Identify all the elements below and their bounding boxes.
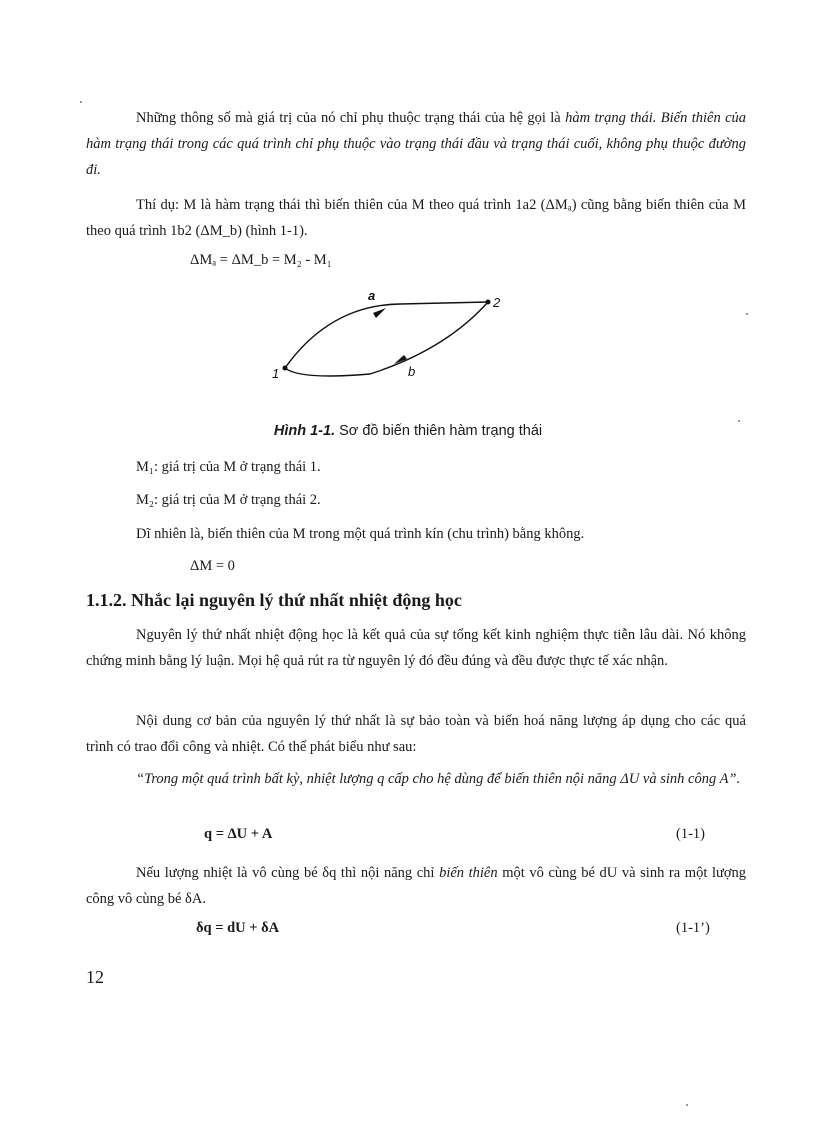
- label-1: 1: [272, 366, 280, 381]
- equation-delta-m: ΔMₐ = ΔM_b = M₂ - M₁: [190, 252, 332, 268]
- paragraph-quote: “Trong một quá trình bất kỳ, nhiệt lượng q cấp cho hệ dùng để biến thiên nội năng ΔU và sinh công A”.: [136, 771, 741, 787]
- paragraph-example: Thí dụ: M là hàm trạng thái thì biến thiên của M theo quá trình 1a2 (ΔMₐ) cũng bằng biến thiên của M theo quá trình 1b2 (ΔM_b) (hình 1-1).: [86, 197, 746, 239]
- scan-speck: [686, 1104, 688, 1106]
- page-number: 12: [86, 967, 104, 987]
- paragraph-m2: M₂: giá trị của M ở trạng thái 2.: [136, 492, 321, 508]
- path-a-curve: [285, 302, 488, 368]
- path-b-curve: [285, 302, 488, 376]
- point-2: [486, 300, 491, 305]
- paragraph-closed-process: Dĩ nhiên là, biến thiên của M trong một quá trình kín (chu trình) bằng không.: [136, 526, 585, 542]
- section-heading: 1.1.2. Nhắc lại nguyên lý thứ nhất nhiệt động học: [86, 590, 462, 610]
- equation-number-1-1-prime: (1-1’): [676, 920, 710, 936]
- paragraph-conservation: Nội dung cơ bản của nguyên lý thứ nhất là sự bảo toàn và biến hoá năng lượng áp dụng cho các quá trình có trao đổi công và nhiệt. Có thể phát biểu như sau:: [86, 713, 746, 755]
- equation-number-1-1: (1-1): [676, 826, 705, 842]
- paragraph-infinitesimal: Nếu lượng nhiệt là vô cùng bé δq thì nội năng chỉ biến thiên một vô cùng bé dU và sinh ra một lượng công vô cùng bé δA.: [86, 865, 747, 907]
- arrow-a: [373, 308, 386, 318]
- label-b: b: [408, 364, 416, 379]
- label-2: 2: [493, 295, 501, 310]
- equation-differential: δq = dU + δA: [196, 920, 280, 936]
- scan-speck: [738, 420, 740, 422]
- figure-caption: Hình 1-1. Sơ đồ biến thiên hàm trạng thái: [273, 423, 543, 439]
- point-1: [283, 366, 288, 371]
- paragraph-first-law: Nguyên lý thứ nhất nhiệt động học là kết quả của sự tổng kết kinh nghiệm thực tiễn lâu dài. Nó không chứng minh bằng lý luận. Mọi hệ quả rút ra từ nguyên lý đó đều đúng và đều được thực tế xác nhận.: [86, 627, 746, 669]
- state-path-diagram: [270, 290, 510, 390]
- equation-first-law: q = ΔU + A: [204, 826, 273, 842]
- paragraph-state-function: Những thông số mà giá trị của nó chỉ phụ thuộc trạng thái của hệ gọi là hàm trạng thái. Biến thiên của hàm trạng thái trong các quá trình chỉ phụ thuộc vào trạng thái đầu và trạng thái cuối, không phụ thuộc đường đi.: [86, 110, 747, 178]
- equation-delta-m-zero: ΔM = 0: [190, 558, 235, 574]
- scan-speck: [80, 101, 82, 103]
- paragraph-m1: M₁: giá trị của M ở trạng thái 1.: [136, 459, 321, 475]
- scan-speck: [746, 313, 748, 315]
- label-a: a: [368, 290, 376, 303]
